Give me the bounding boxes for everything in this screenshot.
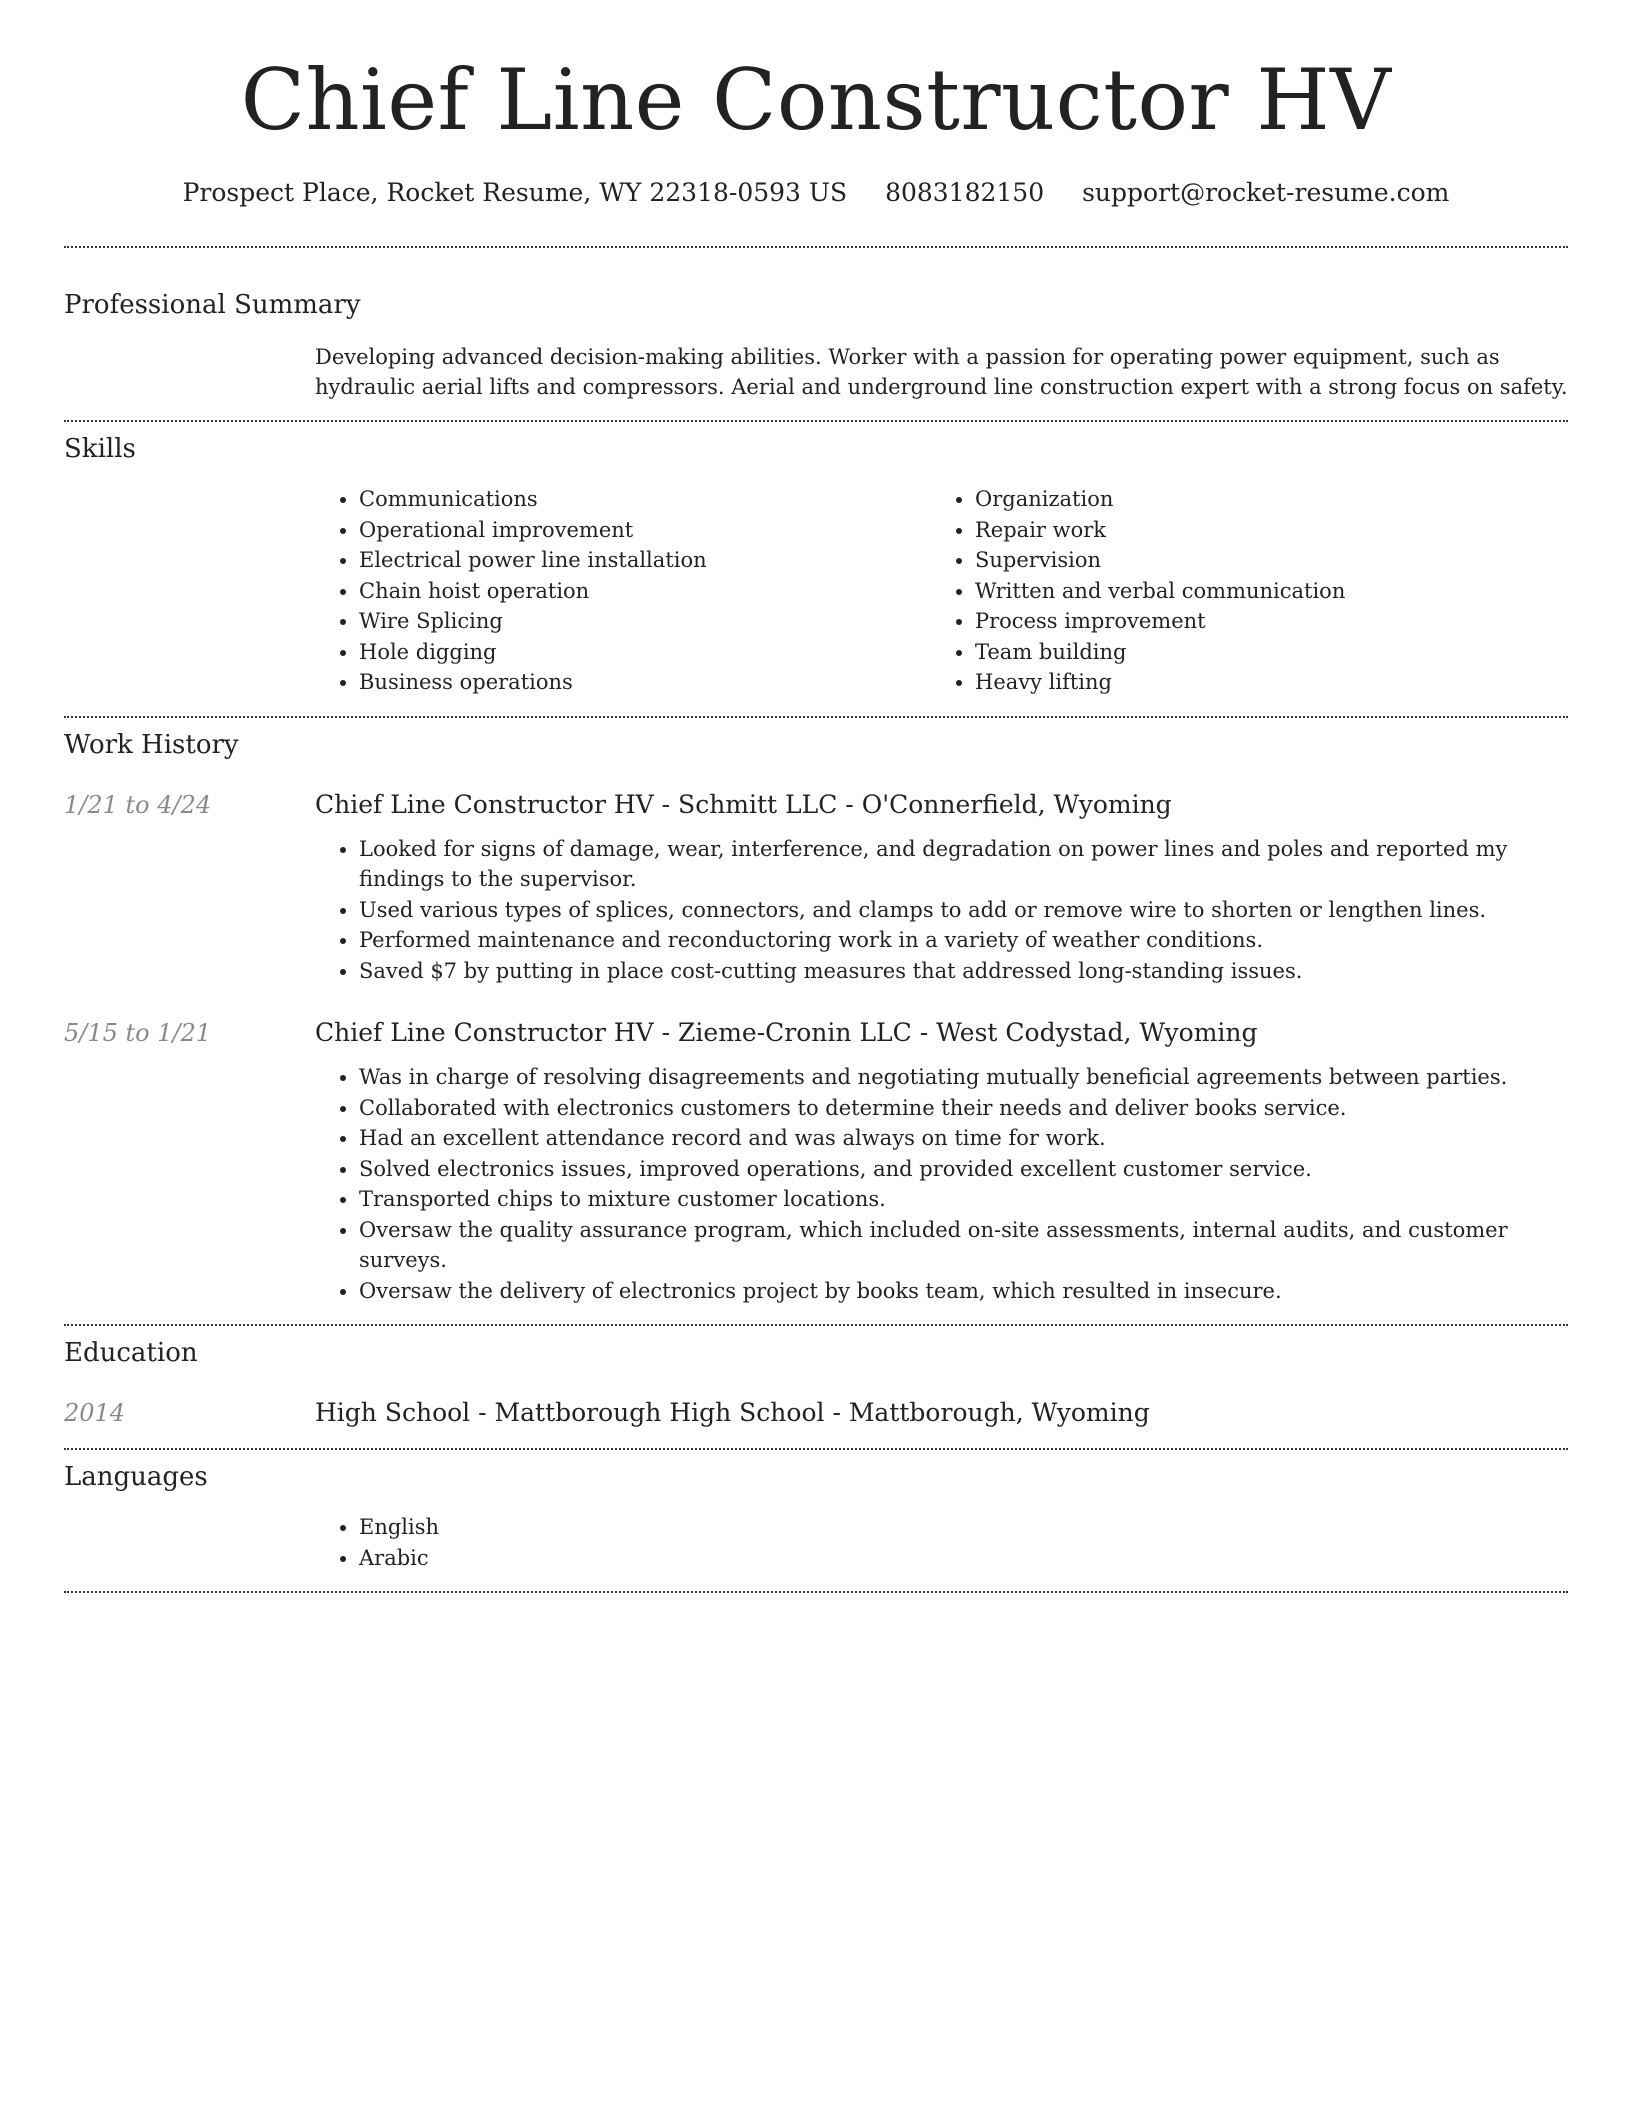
job-bullet: • Saved $7 by putting in place cost-cutting measures that addressed long-standing issues.: [359, 956, 1568, 987]
section-title-summary: Professional Summary: [64, 290, 361, 320]
education-section: [64, 1326, 1568, 1430]
languages-section: [64, 1450, 1568, 1573]
job-bullets: [315, 834, 1568, 987]
job-title: Chief Line Constructor HV - Zieme-Cronin LLC - West Codystad, Wyoming: [315, 1018, 1258, 1047]
skill-item: • Team building: [975, 637, 1547, 668]
job-bullet: • Transported chips to mixture customer locations.: [359, 1184, 1568, 1215]
skills-list-left: [315, 484, 931, 698]
work-history-section: [64, 718, 1568, 1325]
section-title-work: Work History: [64, 729, 239, 760]
job-bullet: • Used various types of splices, connectors, and clamps to add or remove wire to shorten or lengthen lines.: [359, 895, 1568, 926]
skill-item: • Chain hoist operation: [359, 576, 931, 607]
professional-summary-section: [64, 288, 1568, 402]
skill-item: • Written and verbal communication: [975, 576, 1547, 607]
skill-item: • Business operations: [359, 667, 931, 698]
job-body: [315, 1016, 1568, 1306]
contact-address: Prospect Place, Rocket Resume, WY 22318-0593 US: [182, 178, 848, 207]
summary-text: Developing advanced decision-making abilities. Worker with a passion for operating power equipment, such as hydraulic aerial lifts and compressors. Aerial and underground line construction expert with a strong focus on safety.: [315, 345, 1568, 399]
skill-item: • Repair work: [975, 515, 1547, 546]
job-bullet: • Looked for signs of damage, wear, interference, and degradation on power lines and poles and reported my findings to the supervisor.: [359, 834, 1568, 895]
job-entry: [64, 1016, 1568, 1306]
section-title-languages: Languages: [64, 1462, 208, 1492]
job-entry: [64, 788, 1568, 987]
job-bullet: • Had an excellent attendance record and was always on time for work.: [359, 1123, 1568, 1154]
education-entry: [64, 1396, 1568, 1430]
skill-item: • Operational improvement: [359, 515, 931, 546]
skill-item: • Communications: [359, 484, 931, 515]
job-date: 5/15 to 1/21: [64, 1019, 212, 1047]
skill-item: • Heavy lifting: [975, 667, 1547, 698]
skills-list-right: [931, 484, 1547, 698]
section-divider: [64, 1591, 1568, 1593]
job-bullets: [315, 1062, 1568, 1306]
skill-item: • Wire Splicing: [359, 606, 931, 637]
job-bullet: • Oversaw the quality assurance program, which included on-site assessments, internal audits, and customer surveys.: [359, 1215, 1568, 1276]
section-divider: [64, 246, 1568, 248]
section-title-skills: Skills: [64, 434, 136, 464]
education-title: High School - Mattborough High School - Mattborough, Wyoming: [315, 1398, 1150, 1427]
skill-item: • Hole digging: [359, 637, 931, 668]
contact-line: [64, 176, 1568, 210]
skill-item: • Process improvement: [975, 606, 1547, 637]
languages-list-wrap: [315, 1512, 1568, 1573]
candidate-name: Chief Line Constructor HV: [240, 51, 1392, 149]
section-title-education: Education: [64, 1338, 198, 1368]
contact-phone: 8083182150: [885, 178, 1045, 207]
skill-item: • Organization: [975, 484, 1547, 515]
job-title: Chief Line Constructor HV - Schmitt LLC - O'Connerfield, Wyoming: [315, 789, 1172, 819]
job-bullet: • Performed maintenance and reconductoring work in a variety of weather conditions.: [359, 925, 1568, 956]
job-body: [315, 788, 1568, 987]
language-item: • English: [359, 1512, 1568, 1543]
skills-column-left: [315, 484, 931, 698]
skills-column-right: [931, 484, 1547, 698]
languages-list: [315, 1512, 1568, 1573]
job-bullet: • Solved electronics issues, improved operations, and provided excellent customer service.: [359, 1154, 1568, 1185]
job-bullet: • Oversaw the delivery of electronics project by books team, which resulted in insecure.: [359, 1276, 1568, 1307]
skill-item: • Supervision: [975, 545, 1547, 576]
job-bullet: • Collaborated with electronics customers to determine their needs and deliver books service.: [359, 1093, 1568, 1124]
contact-email: support@rocket-resume.com: [1082, 178, 1450, 207]
language-item: • Arabic: [359, 1543, 1568, 1574]
education-date: 2014: [64, 1399, 126, 1427]
job-date: 1/21 to 4/24: [64, 790, 212, 819]
skills-grid: [315, 484, 1568, 698]
skills-section: [64, 422, 1568, 698]
job-bullet: • Was in charge of resolving disagreements and negotiating mutually beneficial agreements between parties.: [359, 1062, 1568, 1093]
skill-item: • Electrical power line installation: [359, 545, 931, 576]
